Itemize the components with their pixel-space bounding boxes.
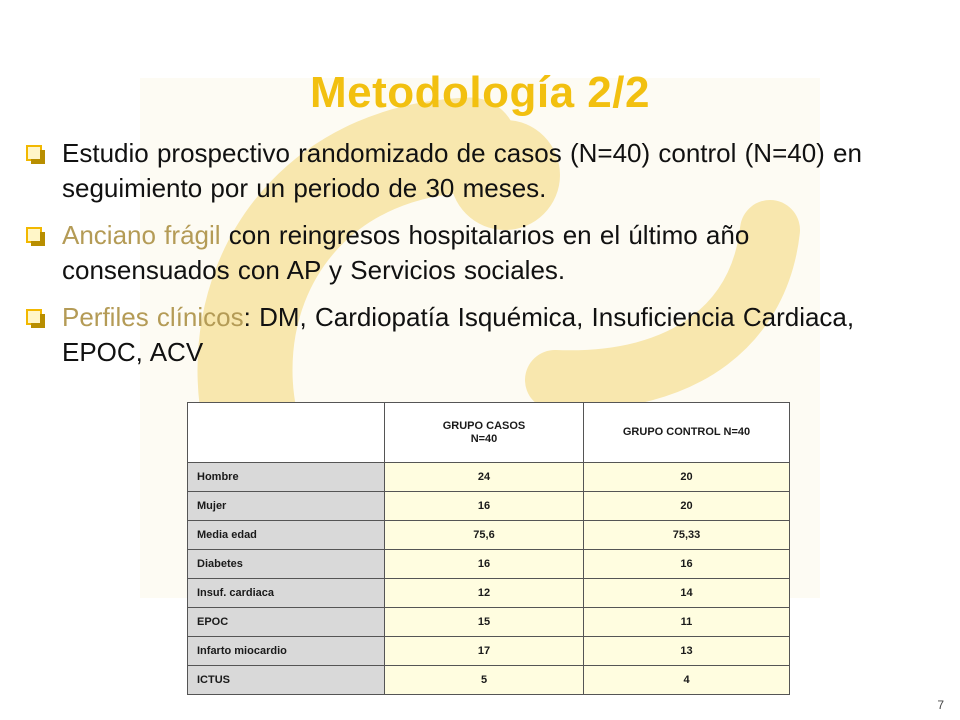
row-label: Diabetes	[188, 550, 385, 579]
bullet-item	[24, 218, 904, 288]
cell-casos: 12	[385, 579, 584, 608]
cell-control: 20	[584, 492, 790, 521]
bullet-text: Estudio prospectivo randomizado de casos (N=40) control (N=40) en seguimiento por un periodo de 30 meses.	[62, 138, 862, 203]
cell-control: 4	[584, 666, 790, 695]
bullet-list	[24, 136, 904, 382]
cell-casos: 16	[385, 492, 584, 521]
table-header-row	[188, 403, 790, 463]
bullet-text: : DM, Cardiopatía Isquémica, Insuficiencia Cardiaca, EPOC, ACV	[62, 302, 855, 367]
bullet-item	[24, 300, 904, 370]
cell-casos: 16	[385, 550, 584, 579]
page-number: 7	[937, 698, 944, 712]
checkbox-bullet-icon	[26, 227, 42, 243]
slide-title: Metodología 2/2	[310, 68, 650, 117]
row-label: ICTUS	[188, 666, 385, 695]
bullet-highlight: Perfiles clínicos	[62, 302, 244, 332]
cell-control: 75,33	[584, 521, 790, 550]
cell-control: 16	[584, 550, 790, 579]
row-label: Infarto miocardio	[188, 637, 385, 666]
table-row	[188, 492, 790, 521]
cell-casos: 24	[385, 463, 584, 492]
cell-casos: 5	[385, 666, 584, 695]
table-header-empty	[188, 403, 385, 463]
cell-casos: 17	[385, 637, 584, 666]
table-row	[188, 637, 790, 666]
bullet-highlight: Anciano frágil	[62, 220, 221, 250]
cell-control: 13	[584, 637, 790, 666]
table-row	[188, 579, 790, 608]
table-row	[188, 608, 790, 637]
table-row	[188, 666, 790, 695]
cell-casos: 15	[385, 608, 584, 637]
table-row	[188, 521, 790, 550]
bullet-text: con reingresos hospitalarios en el último año consensuados con AP y Servicios sociales.	[62, 220, 750, 285]
cell-casos: 75,6	[385, 521, 584, 550]
table-header-casos: GRUPO CASOS N=40	[385, 403, 584, 463]
row-label: EPOC	[188, 608, 385, 637]
table-row	[188, 463, 790, 492]
cell-control: 11	[584, 608, 790, 637]
cell-control: 14	[584, 579, 790, 608]
checkbox-bullet-icon	[26, 145, 42, 161]
table-header-control: GRUPO CONTROL N=40	[584, 403, 790, 463]
row-label: Insuf. cardiaca	[188, 579, 385, 608]
bullet-item	[24, 136, 904, 206]
data-table	[187, 402, 790, 695]
cell-control: 20	[584, 463, 790, 492]
row-label: Media edad	[188, 521, 385, 550]
checkbox-bullet-icon	[26, 309, 42, 325]
row-label: Mujer	[188, 492, 385, 521]
row-label: Hombre	[188, 463, 385, 492]
table-row	[188, 550, 790, 579]
